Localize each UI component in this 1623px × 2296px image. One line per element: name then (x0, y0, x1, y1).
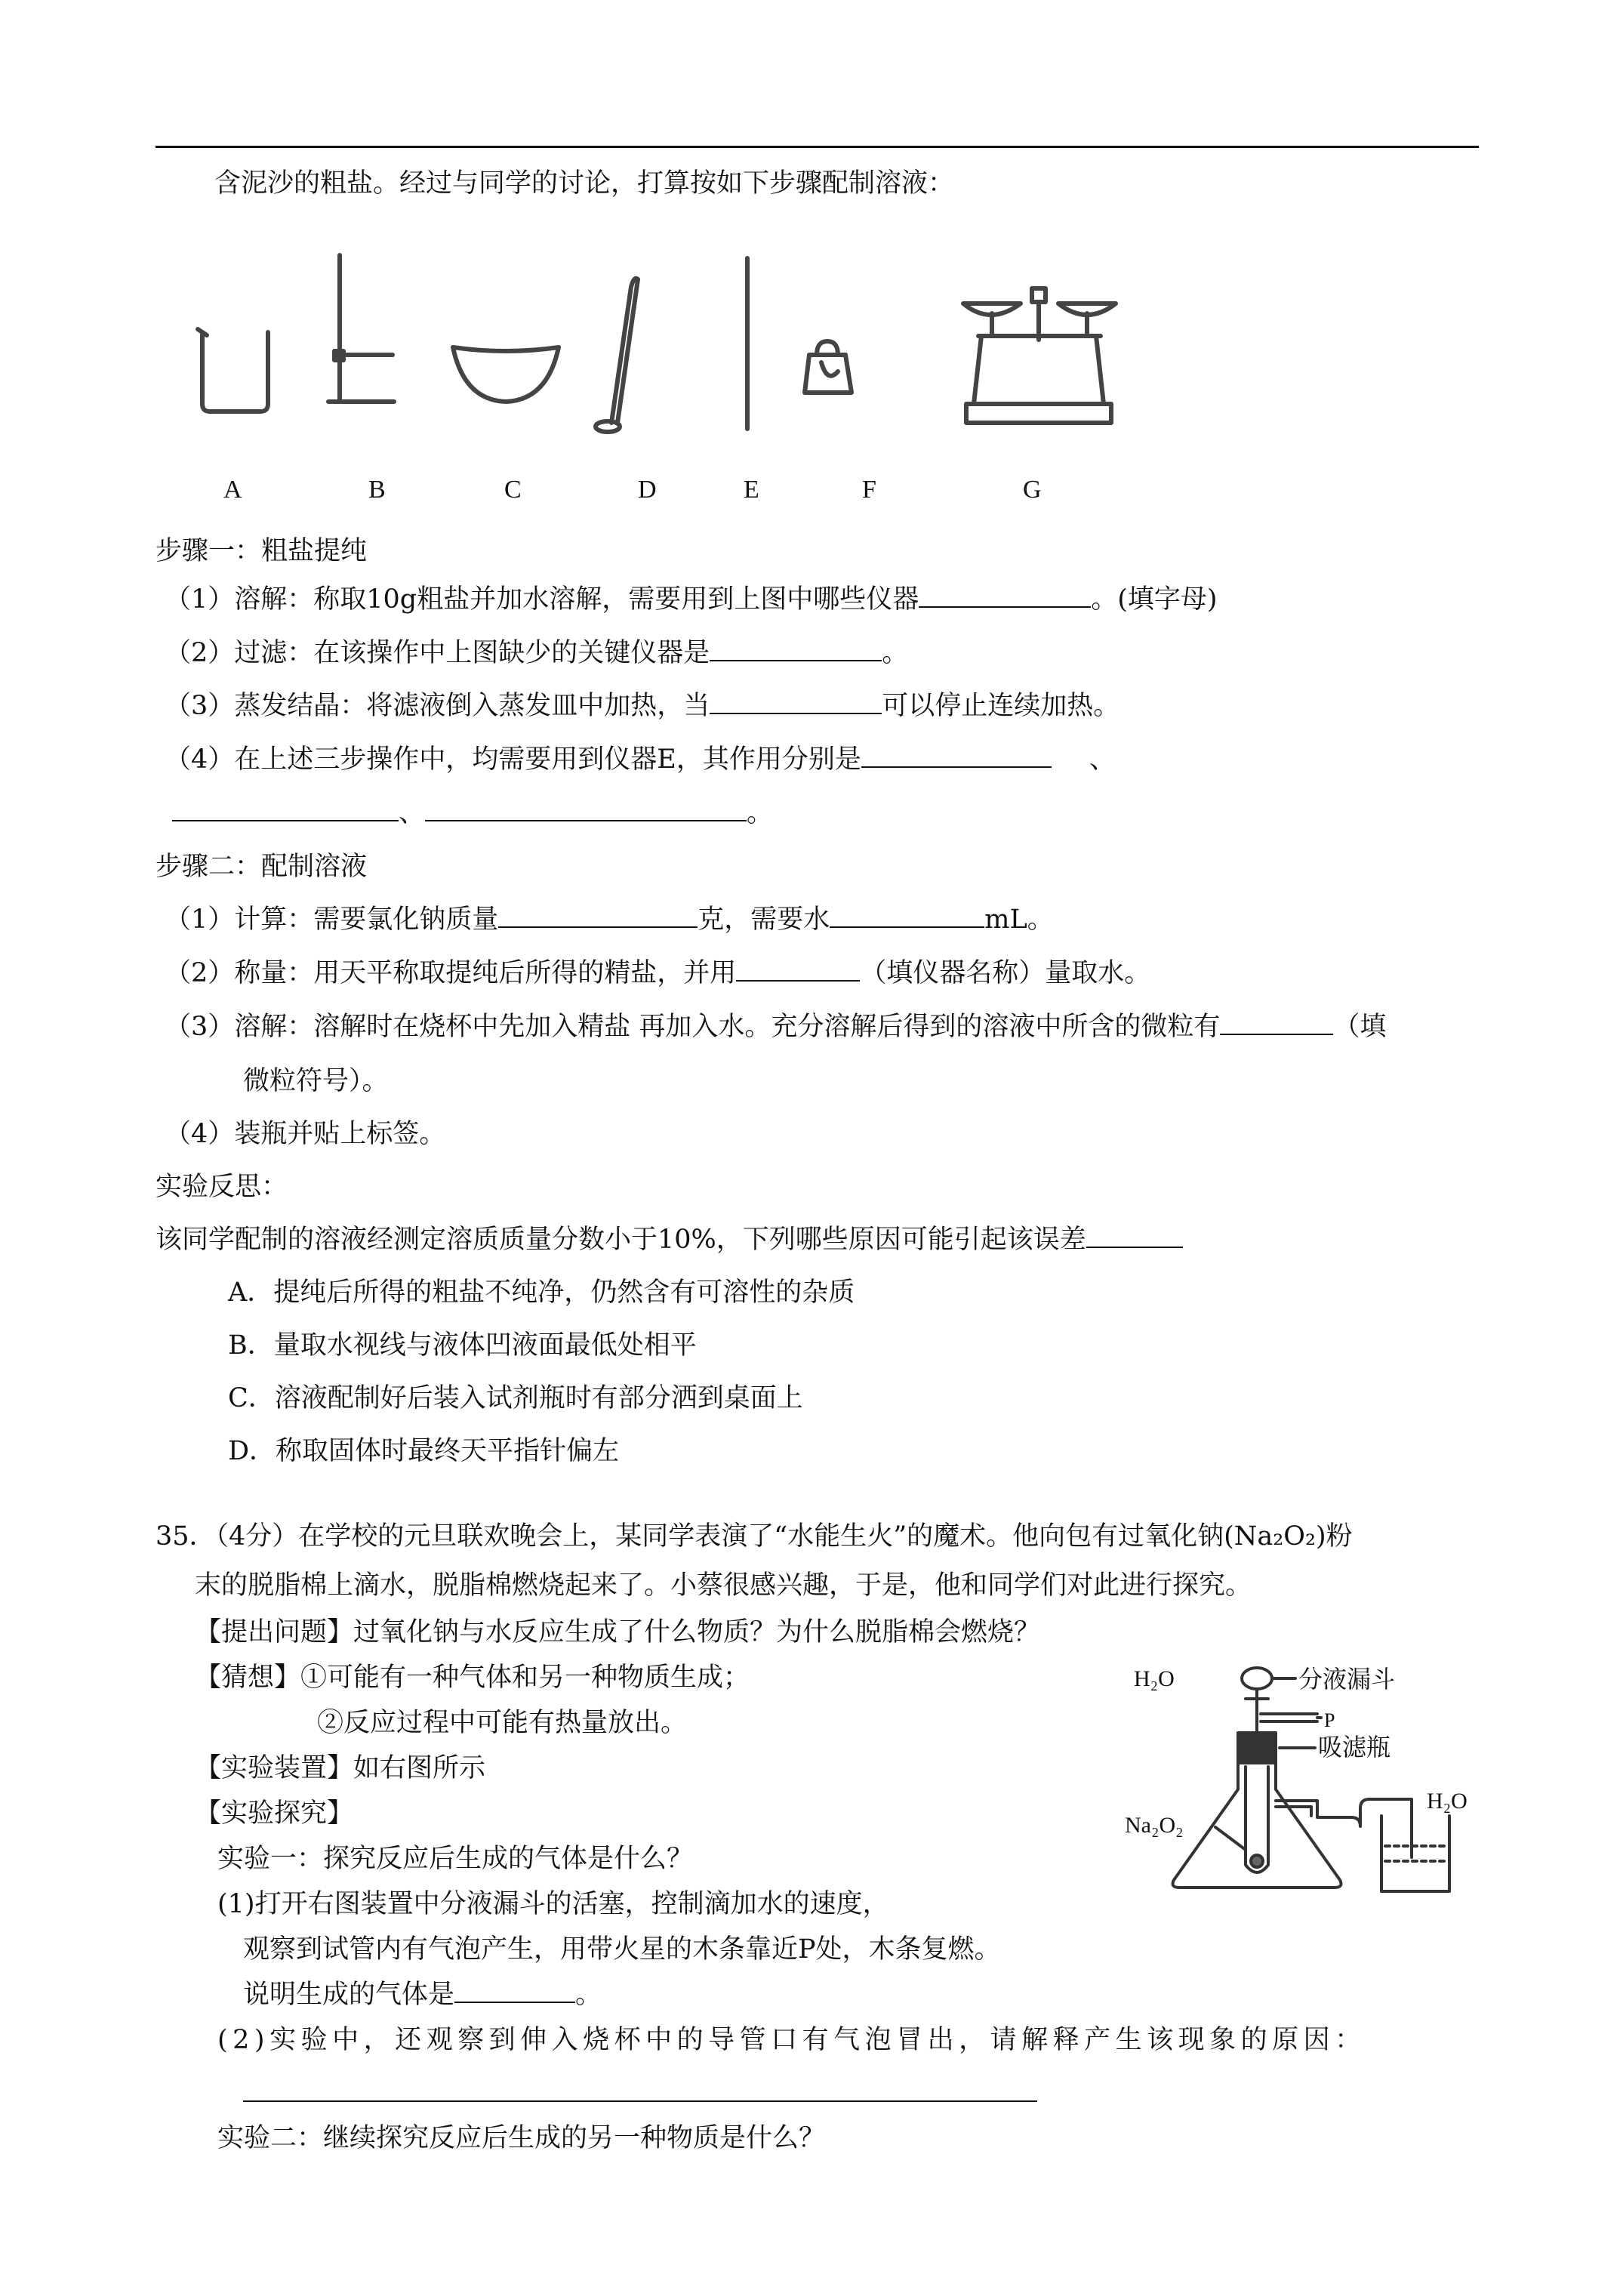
answer-blank[interactable] (710, 690, 882, 714)
label-b: B (368, 476, 386, 504)
step1-q1: （1）溶解：称取10g粗盐并加水溶解，需要用到上图中哪些仪器 。(填字母) (165, 584, 1218, 615)
option-a: A．提纯后所得的粗盐不纯净，仍然含有可溶性的杂质 (228, 1277, 855, 1308)
exp2-title: 实验二：继续探究反应后生成的另一种物质是什么？ (217, 2123, 826, 2153)
apparatus-figure (181, 242, 1132, 513)
exp1-q1c: 说明生成的气体是 。 (243, 1980, 602, 2010)
label-h2o-right: H₂O (1427, 1789, 1467, 1814)
label-h2o-top: H₂O (1134, 1666, 1175, 1691)
stopper-icon (1238, 1733, 1276, 1763)
answer-blank[interactable] (861, 744, 1052, 768)
answer-blank[interactable] (1220, 1011, 1333, 1035)
step2-q2: （2）称量：用天平称取提纯后所得的精盐，并用 （填仪器名称）量取水。 (165, 958, 1151, 988)
q35-device: 【实验装置】如右图所示 (195, 1753, 486, 1783)
label-e: E (744, 476, 759, 504)
spoon-icon (596, 279, 638, 432)
beaker-icon (198, 329, 268, 411)
answer-blank[interactable] (919, 584, 1091, 608)
exp1-q1a: (1)打开右图装置中分液漏斗的活塞，控制滴加水的速度， (217, 1889, 889, 1919)
q35-line2: 末的脱脂棉上滴水，脱脂棉燃烧起来了。小蔡很感兴趣，于是，他和同学们对此进行探究。 (195, 1570, 1252, 1601)
separatory-funnel-icon (1242, 1668, 1272, 1740)
answer-blank[interactable] (1086, 1224, 1183, 1248)
step1-q4: （4）在上述三步操作中，均需要用到仪器E，其作用分别是 、 (165, 744, 1116, 775)
step2-title: 步骤二：配制溶液 (156, 852, 368, 882)
exp1-q1b: 观察到试管内有气泡产生，用带火星的木条靠近P处，木条复燃。 (243, 1934, 1001, 1965)
weight-icon (805, 341, 852, 393)
q35-guess1: 【猜想】①可能有一种气体和另一种物质生成； (195, 1663, 750, 1693)
evaporating-dish-icon (453, 347, 559, 402)
option-d: D．称取固体时最终天平指针偏左 (228, 1436, 620, 1466)
answer-blank[interactable] (454, 1979, 575, 2003)
label-g: G (1023, 476, 1042, 504)
reaction-apparatus-figure (1125, 1657, 1480, 1906)
step1-q2: （2）过滤：在该操作中上图缺少的关键仪器是 。 (165, 638, 909, 668)
exp1-q2: (2)实验中，还观察到伸入烧杯中的导管口有气泡冒出，请解释产生该现象的原因： (217, 2025, 1366, 2055)
q35-guess2: ②反应过程中可能有热量放出。 (317, 1708, 688, 1738)
q35-explore: 【实验探究】 (195, 1798, 354, 1829)
step2-q3: （3）溶解：溶解时在烧杯中先加入精盐 再加入水。充分溶解后得到的溶液中所含的微粒有 （填 (165, 1012, 1387, 1042)
intro-text: 含泥沙的粗盐。经过与同学的讨论，打算按如下步骤配制溶液： (214, 168, 955, 199)
answer-blank[interactable] (425, 797, 747, 821)
step2-q1: （1）计算：需要氯化钠质量 克，需要水 mL。 (165, 905, 1054, 935)
iron-stand-icon (328, 255, 394, 402)
answer-line[interactable] (243, 2100, 1037, 2102)
label-flask: 吸滤瓶 (1318, 1734, 1391, 1761)
label-a: A (223, 476, 242, 504)
option-c: C．溶液配制好后装入试剂瓶时有部分洒到桌面上 (228, 1383, 803, 1413)
answer-blank[interactable] (498, 904, 698, 928)
step2-q3-line2: 微粒符号）。 (243, 1066, 389, 1096)
label-c: C (504, 476, 522, 504)
answer-blank[interactable] (710, 637, 882, 661)
reflection-question: 该同学配制的溶液经测定溶质质量分数小于10%，下列哪些原因可能引起该误差 (156, 1223, 1183, 1256)
step2-q4: （4）装瓶并贴上标签。 (165, 1119, 446, 1149)
answer-blank[interactable] (172, 797, 399, 821)
beaker-icon (1381, 1816, 1449, 1891)
label-p: P (1324, 1709, 1335, 1731)
label-funnel: 分液漏斗 (1298, 1666, 1396, 1693)
step1-q3: （3）蒸发结晶：将滤液倒入蒸发皿中加热，当 可以停止连续加热。 (165, 691, 1120, 721)
q35-line1: 35．（4分）在学校的元旦联欢晚会上，某同学表演了“水能生火”的魔术。他向包有过氧化钠(Na₂O₂)粉 (156, 1521, 1353, 1552)
option-b: B．量取水视线与液体凹液面最低处相平 (228, 1330, 697, 1361)
answer-blank[interactable] (830, 904, 984, 928)
step1-q4-line2: 、 。 (172, 797, 773, 830)
label-d: D (638, 476, 657, 504)
q35-problem: 【提出问题】过氧化钠与水反应生成了什么物质？为什么脱脂棉会燃烧？ (195, 1617, 1041, 1647)
suction-flask-icon (1173, 1763, 1341, 1888)
label-f: F (862, 476, 876, 504)
reflection-title: 实验反思： (156, 1172, 288, 1202)
exp1-title: 实验一：探究反应后生成的气体是什么？ (217, 1844, 694, 1874)
balance-icon (963, 288, 1116, 423)
header-rule (156, 146, 1479, 148)
step1-title: 步骤一：粗盐提纯 (156, 536, 368, 566)
test-tube-icon (1246, 1767, 1268, 1872)
label-na2o2: Na₂O₂ (1125, 1813, 1184, 1838)
answer-blank[interactable] (736, 957, 860, 982)
